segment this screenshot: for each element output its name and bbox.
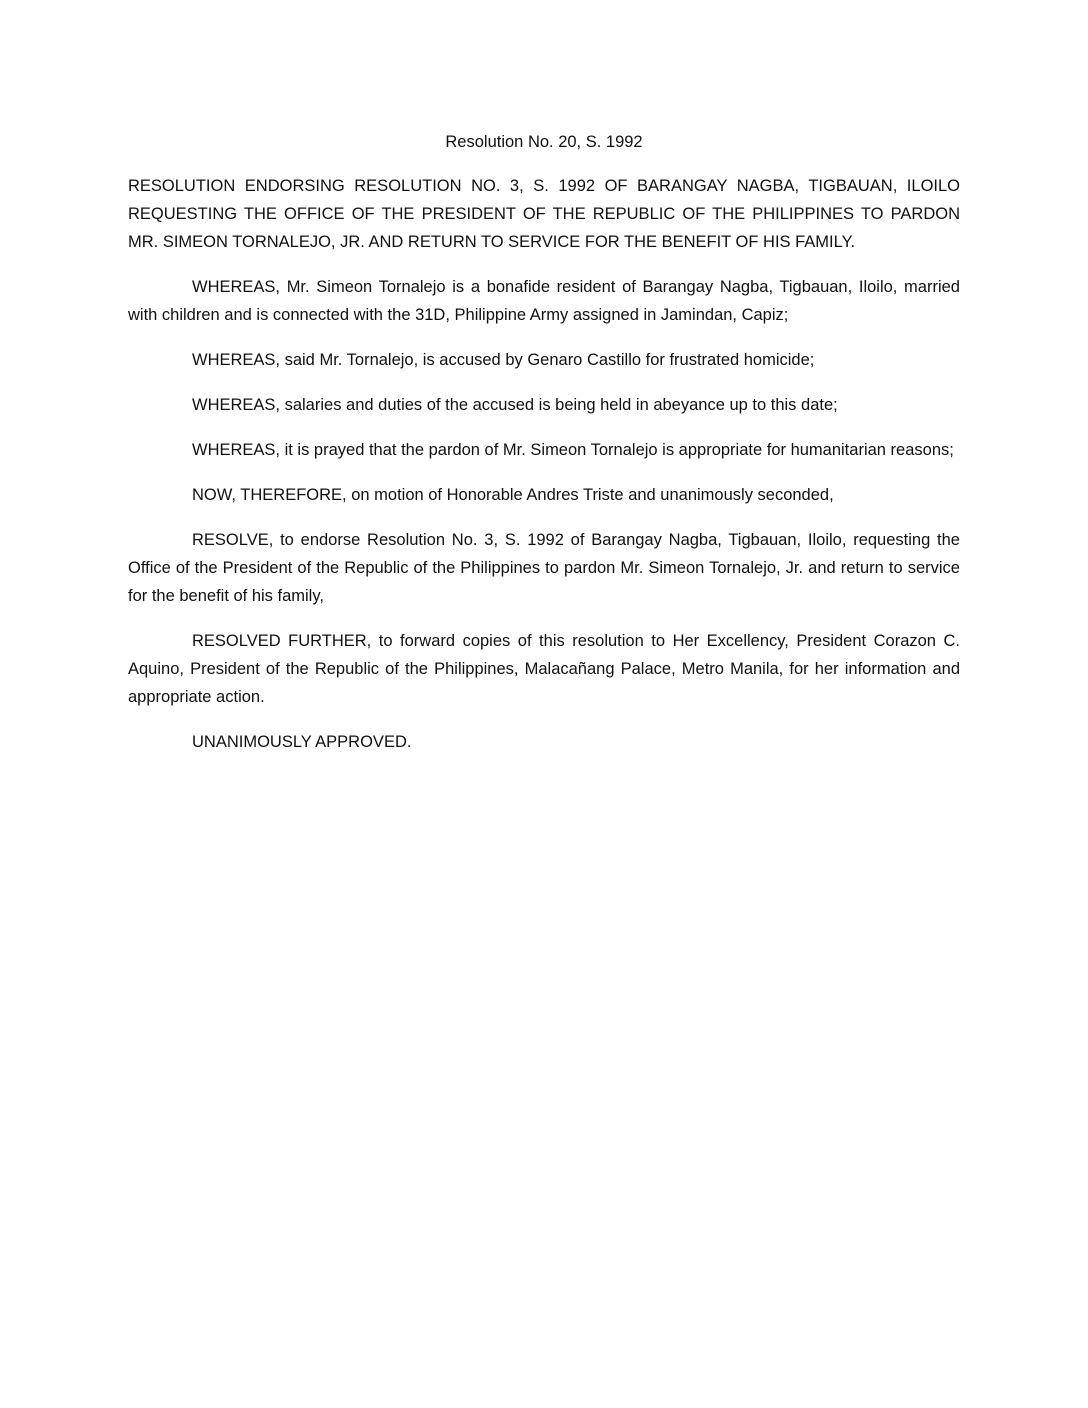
paragraph-whereas-accused: WHEREAS, said Mr. Tornalejo, is accused by Genaro Castillo for frustrated homicide; (192, 351, 815, 369)
document-body (128, 172, 960, 773)
paragraph-resolved-further: RESOLVED FURTHER, to forward copies of this resolution to Her Excellency, President Corazon C. Aquino, President of the Republic of the Philippines, Malacañang Palace, Metro Manila, for her information and appropriate action. (128, 632, 960, 706)
paragraph-whereas-pardon: WHEREAS, it is prayed that the pardon of Mr. Simeon Tornalejo is appropriate for humanitarian reasons; (192, 441, 954, 459)
paragraph-resolve: RESOLVE, to endorse Resolution No. 3, S. 1992 of Barangay Nagba, Tigbauan, Iloilo, requesting the Office of the President of the Republic of the Philippines to pardon Mr. Simeon Tornalejo, Jr. and return to service for the benefit of his family, (128, 531, 960, 605)
page-title: Resolution No. 20, S. 1992 (445, 133, 643, 151)
paragraph-approved: UNANIMOUSLY APPROVED. (192, 733, 412, 751)
resolution-heading: RESOLUTION ENDORSING RESOLUTION NO. 3, S. 1992 OF BARANGAY NAGBA, TIGBAUAN, ILOILO REQUESTING THE OFFICE OF THE PRESIDENT OF THE REPUBLIC OF THE PHILIPPINES TO PARDON MR. SIMEON TORNALEJO, JR. AND RETURN TO SERVICE FOR THE BENEFIT OF HIS FAMILY. (128, 177, 960, 251)
paragraph-whereas-resident: WHEREAS, Mr. Simeon Tornalejo is a bonafide resident of Barangay Nagba, Tigbauan, Iloilo, married with children and is connected with the 31D, Philippine Army assigned in Jamindan, Capiz; (128, 278, 960, 324)
paragraph-now-therefore: NOW, THEREFORE, on motion of Honorable Andres Triste and unanimously seconded, (192, 486, 834, 504)
paragraph-whereas-salaries: WHEREAS, salaries and duties of the accused is being held in abeyance up to this date; (192, 396, 838, 414)
